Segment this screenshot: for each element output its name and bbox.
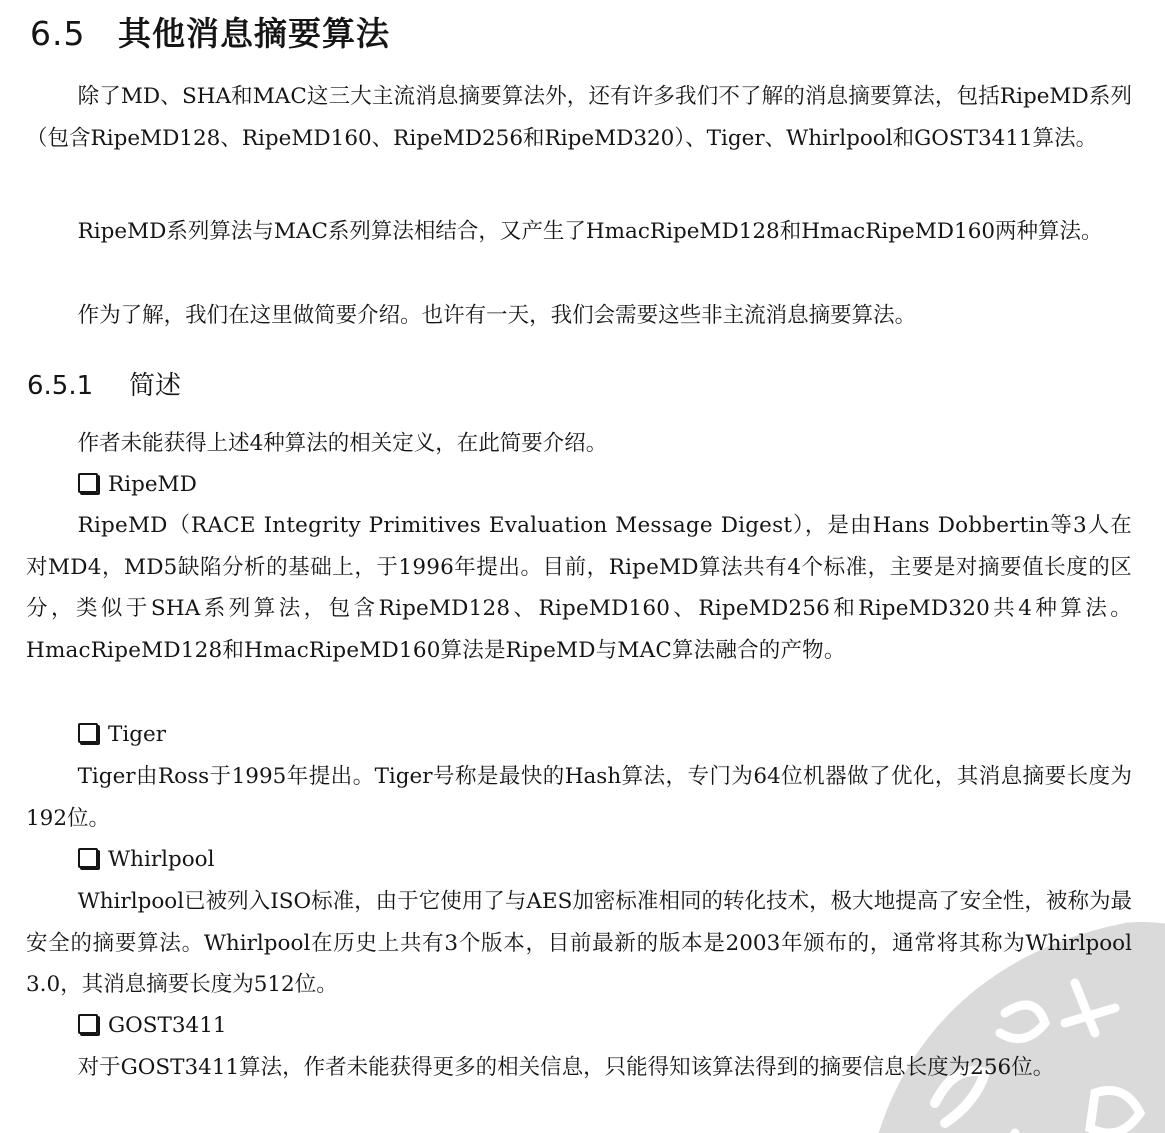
intro-paragraph-1: 除了MD、SHA和MAC这三大主流消息摘要算法外，还有许多我们不了解的消息摘要算法，包括RipeMD系列（包含RipeMD128、RipeMD160、RipeMD256和RipeMD320）、Tiger、Whirlpool和GOST3411算法。 bbox=[26, 84, 1132, 151]
intro-paragraph-3: 作为了解，我们在这里做简要介绍。也许有一天，我们会需要这些非主流消息摘要算法。 bbox=[77, 303, 917, 328]
subsection-heading bbox=[27, 364, 181, 408]
list-item-tiger bbox=[78, 714, 166, 756]
whirlpool-description: Whirlpool已被列入ISO标准，由于它使用了与AES加密标准相同的转化技术，极大地提高了安全性，被称为最安全的摘要算法。Whirlpool在历史上共有3个版本，目前最新的版本是2003年颁布的，通常将其称为Whirlpool 3.0，其消息摘要长度为512位。 bbox=[26, 889, 1132, 997]
list-item-ripemd bbox=[78, 464, 197, 506]
list-item-gost3411 bbox=[78, 1005, 227, 1047]
section-number: 6.5 bbox=[30, 14, 86, 53]
gost3411-description: 对于GOST3411算法，作者未能获得更多的相关信息，只能得知该算法得到的摘要信息长度为256位。 bbox=[77, 1055, 1055, 1080]
subsection-title: 简述 bbox=[129, 371, 182, 401]
intro-paragraph-2: RipeMD系列算法与MAC系列算法相结合，又产生了HmacRipeMD128和HmacRipeMD160两种算法。 bbox=[77, 219, 1103, 244]
list-item-label: RipeMD bbox=[108, 472, 197, 497]
checkbox-bullet-icon bbox=[78, 473, 98, 493]
section-heading bbox=[30, 8, 390, 60]
checkbox-bullet-icon bbox=[78, 848, 98, 868]
subsection-number: 6.5.1 bbox=[27, 371, 94, 401]
list-item-whirlpool bbox=[78, 839, 215, 881]
list-item-label: GOST3411 bbox=[108, 1013, 227, 1038]
subsection-lead: 作者未能获得上述4种算法的相关定义，在此简要介绍。 bbox=[77, 431, 608, 456]
tiger-description: Tiger由Ross于1995年提出。Tiger号称是最快的Hash算法，专门为64位机器做了优化，其消息摘要长度为192位。 bbox=[26, 764, 1132, 831]
list-item-label: Whirlpool bbox=[108, 847, 215, 872]
section-title: 其他消息摘要算法 bbox=[118, 14, 390, 53]
checkbox-bullet-icon bbox=[78, 723, 98, 743]
ripemd-description: RipeMD（RACE Integrity Primitives Evaluation Message Digest），是由Hans Dobbertin等3人在对MD4，MD5缺陷分析的基础上，于1996年提出。目前，RipeMD算法共有4个标准，主要是对摘要值长度的区分，类似于SHA系列算法，包含RipeMD128、RipeMD160、RipeMD256和RipeMD320共4种算法。HmacRipeMD128和HmacRipeMD160算法是RipeMD与MAC算法融合的产物。 bbox=[26, 513, 1132, 663]
checkbox-bullet-icon bbox=[78, 1014, 98, 1034]
list-item-label: Tiger bbox=[108, 722, 166, 747]
